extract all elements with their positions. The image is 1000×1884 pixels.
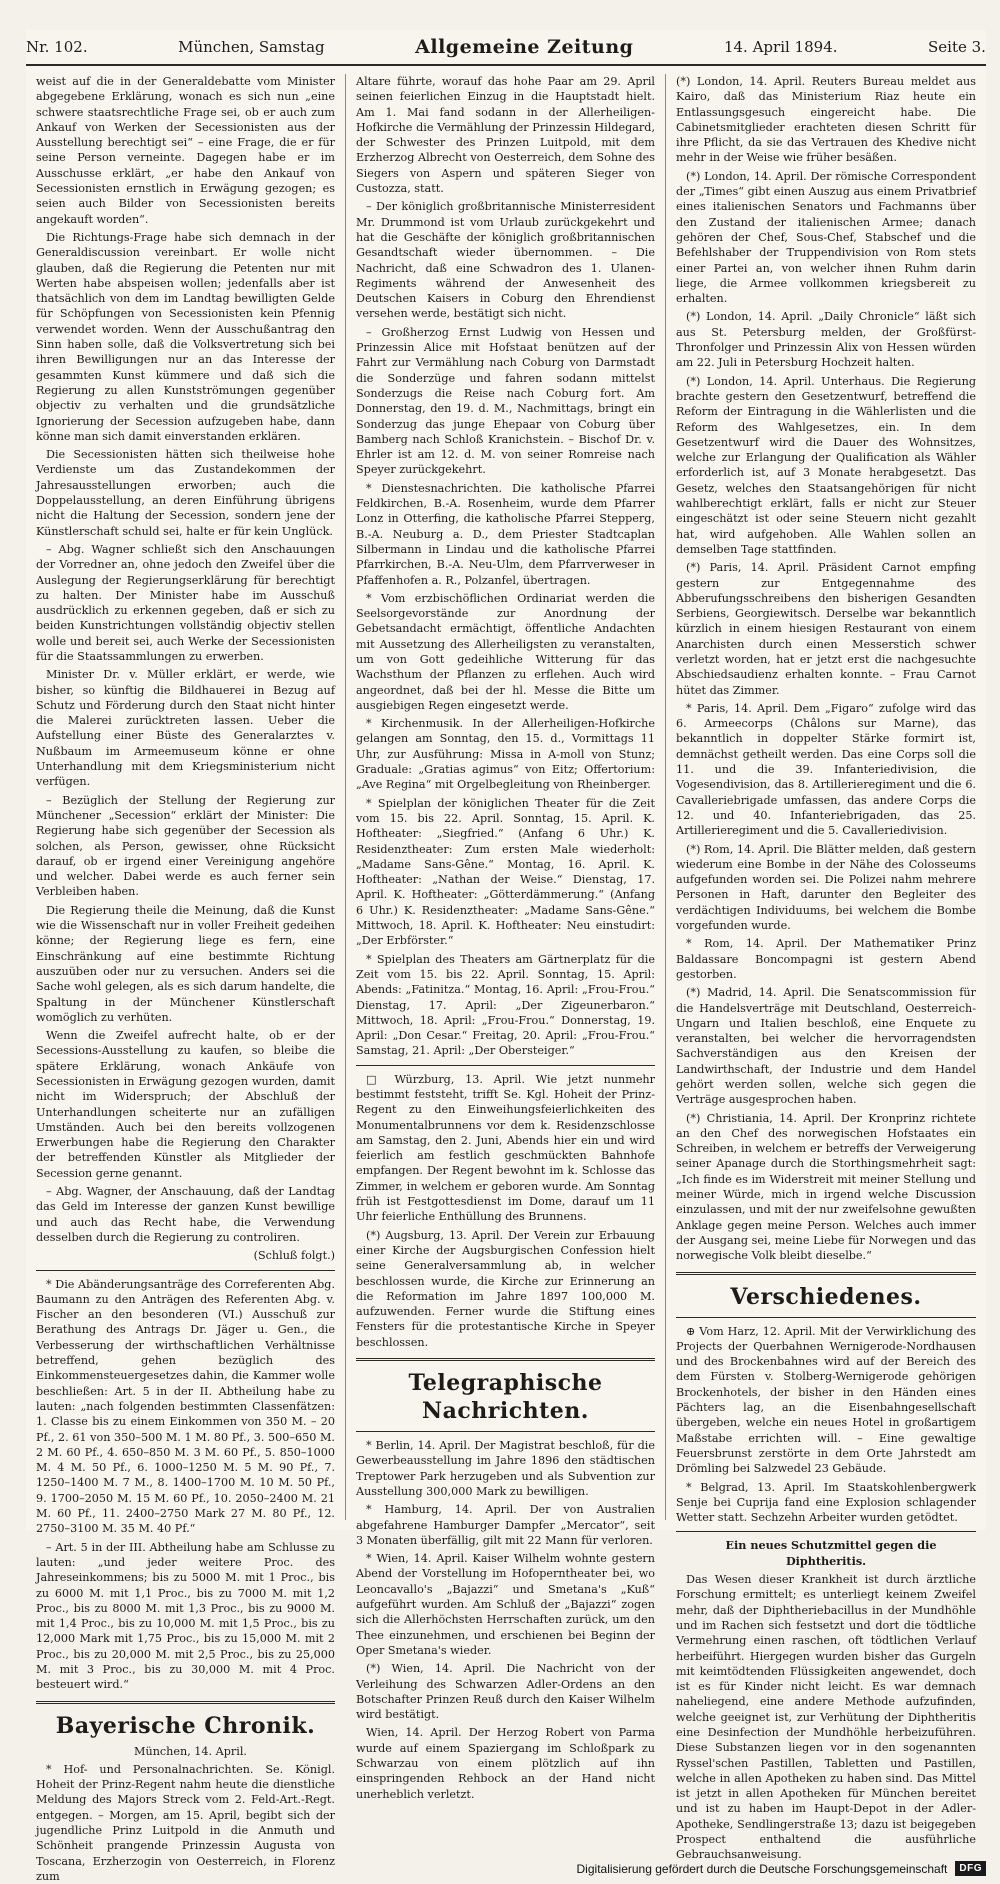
paragraph: (*) London, 14. April. Reuters Bureau meldet aus Kairo, daß das Ministerium Riaz heute ein Entlassungsgesuch eingereicht habe. Die Cabinetsmitglieder erachteten diesen Schritt für ihre Pflicht, da sie das Vertrauen des Khedive nicht mehr in der Weise wie früher besäßen. bbox=[676, 75, 976, 165]
paragraph: Altare führte, worauf das hohe Paar am 29. April seinen feierlichen Einzug in die Hauptstadt hielt. Am 1. Mai fand sodann in der Allerheiligen-Hofkirche die Vermählung der Prinzessin Hildegard, der Schwester des Prinzen Luitpold, mit dem Erzherzog Albrecht von Oesterreich, dem Sohne des Siegers von Aspern und späteren Sieger von Custozza, statt. bbox=[356, 75, 655, 196]
place-and-day: München, Samstag bbox=[178, 38, 325, 56]
column-middle bbox=[346, 74, 666, 1801]
paragraph: – Art. 5 in der III. Abtheilung habe am Schlusse zu lauten: „und jeder weitere Proc. des Jahreseinkommens; bis zu 5000 M. mit 1 Proc., bis zu 6000 M. mit 1,1 Proc., bis zu 7000 M. mit 1,2 Proc., bis zu 8000 M. mit 1,3 Proc., bis zu 9000 M. mit 1,4 Proc., bis zu 10,000 M. mit 1,5 Proc., bis zu 12,000 Mark mit 1,75 Proc., bis zu 15,000 M. mit 2 Proc., bis zu 20,000 M. mit 2,5 Proc., bis zu 25,000 M. mit 3 Proc., bis zu 30,000 M. mit 4 Proc. besteuert wird.“ bbox=[36, 1540, 335, 1692]
paragraph: ⊕ Vom Harz, 12. April. Mit der Verwirklichung des Projects der Querbahnen Wernigerode-Nordhausen und des Brockenbahnes wird auf der Bereich des dem Fürsten v. Stolberg-Wernigerode gehörigen Brockenhotels, der bisher in den Händen eines Pächters lag, an die Eisenbahngesellschaft übergeben, welche ein neues Hotel in großartigem Maßstabe errichten will. – Eine gewaltige Feuersbrunst zerstörte in dem Orte Jahrstedt am Drömling bei Salzwedel 23 Gebäude. bbox=[676, 1324, 976, 1476]
paragraph: * Spielplan der königlichen Theater für die Zeit vom 15. bis 22. April. Sonntag, 15. April. K. Hoftheater: „Siegfried.“ (Anfang 6 Uhr.) K. Residenztheater: Zum ersten Male wiederholt: „Madame Sans-Gêne.“ Montag, 16. April. K. Hoftheater: „Nathan der Weise.“ Dienstag, 17. April. K. Hoftheater: „Götterdämmerung.“ (Anfang 6 Uhr.) K. Residenztheater: „Madame Sans-Gêne.“ Mittwoch, 18. April. K. Hoftheater: Neu einstudirt: „Der Erbförster.“ bbox=[356, 796, 655, 948]
paragraph: (*) London, 14. April. Der römische Correspondent der „Times“ gibt einen Auszug aus einem Privatbrief eines italienischen Senators und Fachmanns über den Zustand der italienischen Armee; danach gehören der Chef, Sous-Chef, Stabschef und die Befehlshaber der Truppendivision von Rom stets einer Partei an, von welcher ihnen Ruhm darin liege, die Armee vollkommen kriegsbereit zu erhalten. bbox=[676, 169, 976, 306]
divider bbox=[36, 1701, 335, 1704]
credit-text: Digitalisierung gefördert durch die Deutsche Forschungsgemeinschaft bbox=[576, 1861, 948, 1876]
paragraph: Die Richtungs-Frage habe sich demnach in der Generaldiscussion vereinbart. Er wolle nicht glauben, daß die Regierung die Petenten nur mit Werten habe abspeisen wollen; jedenfalls aber ist thatsächlich von dem im Landtag bewilligten Gelde für Schöpfungen von Secessionisten kein Pfennig verwendet worden. Wenn der Ausschußantrag den Sinn haben solle, daß die Volksvertretung sich bei ihren Bewilligungen nur an das Interesse der gesammten Kunst kümmere und daß sich die Regierung zu allen Kunstströmungen gegenüber objectiv zu verhalten und die grundsätzliche Ignorierung der Secession aufzugeben habe, dann könne man sich damit einverstanden erklären. bbox=[36, 230, 335, 443]
issue-date: 14. April 1894. bbox=[723, 38, 838, 56]
paragraph: – Großherzog Ernst Ludwig von Hessen und Prinzessin Alice mit Hofstaat benützen auf der Fahrt zur Vermählung nach Coburg von Darmstadt die Sonderzüge und fahren sodann mittelst Sonderzugs die Reise nach Coburg fort. Am Donnerstag, den 19. d. M., Nachmittags, bringt ein Sonderzug das junge Ehepaar von Coburg über Bamberg nach Schloß Kranichstein. – Bischof Dr. v. Ehrler ist am 12. d. M. von seiner Romreise nach Speyer zurückgekehrt. bbox=[356, 325, 655, 477]
divider bbox=[356, 1358, 655, 1361]
paragraph: (*) Augsburg, 13. April. Der Verein zur Erbauung einer Kirche der Augsburgischen Confession hielt seine Generalversammlung ab, in welcher beschlossen wurde, die Kirche zur Erinnerung an die Reformation im Jahre 1897 100,000 M. aufzuwenden. Ferner wurde die Stiftung eines Fensters für die protestantische Kirche in Speyer beschlossen. bbox=[356, 1228, 655, 1349]
paragraph: * Berlin, 14. April. Der Magistrat beschloß, für die Gewerbeausstellung im Jahre 1896 den städtischen Treptower Park herzugeben und als Subvention zur Ausstellung 300,000 Mark zu bewilligen. bbox=[356, 1439, 655, 1498]
paragraph: weist auf die in der Generaldebatte vom Minister abgegebene Erklärung, wonach es sich nun „eine schwere staatsrechtliche Frage sei, ob er auch zum Ankauf von Werken der Secessionisten aus der Ausstellung berechtigt sei“ – eine Frage, die er für seine Person verneinte. Dagegen habe er im Ausschusse erklärt, „er habe den Ankauf von Secessionisten ernstlich in Erwägung gezogen; es seien auch Bilder von Secessionisten bereits angekauft worden“. bbox=[36, 75, 335, 226]
paragraph: – Abg. Wagner schließt sich den Anschauungen der Vorredner an, ohne jedoch den Zweifel über die Auslegung der Regierungserklärung für berechtigt zu halten. Der Minister habe im Ausschuß ausdrücklich zu erkennen gegeben, daß er sich zu beiden Kunstrichtungen vollständig objectiv stellen wolle und bereit sei, auch Werke der Secessionisten für die Staatssammlungen zu erwerben. bbox=[36, 542, 335, 663]
paragraph: * Kirchenmusik. In der Allerheiligen-Hofkirche gelangen am Sonntag, den 15. d., Vormittags 11 Uhr, zur Ausführung: Missa in A-moll von Stunz; Graduale: „Gratias agimus“ von Eitz; Offertorium: „Ave Regina“ mit Orgelbegleitung von Rheinberger. bbox=[356, 717, 655, 792]
paragraph: – Der königlich großbritannische Ministerresident Mr. Drummond ist vom Urlaub zurückgekehrt und hat die Geschäfte der königlich großbritannischen Gesandtschaft wieder übernommen. – Die Nachricht, daß eine Schwadron des 1. Ulanen-Regiments während der Anwesenheit des Deutschen Kaisers in Coburg den Ehrendienst versehen werde, bestätigt sich nicht. bbox=[356, 200, 655, 321]
paragraph: * Belgrad, 13. April. Im Staatskohlenbergwerk Senje bei Cuprija fand eine Explosion schlagender Wetter statt. Sechzehn Arbeiter wurden getödtet. bbox=[676, 1480, 976, 1525]
paragraph: (*) Madrid, 14. April. Die Senatscommission für die Handelsverträge mit Deutschland, Oesterreich-Ungarn und Italien beschloß, eine Enquete zu veranstalten, bei welcher die hervorragendsten Sachverständigen aus den Kreisen der Landwirthschaft, der Industrie und dem Handel gehört werden sollen, welche sich gegen die Verträge ausgesprochen haben. bbox=[676, 986, 976, 1107]
notice-heading: Ein neues Schutzmittel gegen die Diphtheritis. bbox=[725, 1538, 937, 1568]
paragraph: Das Wesen dieser Krankheit ist durch ärztliche Forschung ermittelt; es unterliegt keinem Zweifel mehr, daß der Diphtheriebacillus in der Mundhöhle und im Rachen sich festsetzt und dort die tödtliche Vermehrung einen raschen, oft tödtlichen Verlauf herbeiführt. Hiergegen wurden bisher das Gurgeln mit keimtödtenden Flüssigkeiten angewendet, doch ist es für Kinder nicht leicht. Es war demnach naheliegend, eine andere Methode aufzufinden, welche geeignet ist, zur Verhütung der Diphtheritis eine Desinfection der Mundhöhle herbeizuführen. Diese Substanzen liegen vor in den sogenannten Ryssel'schen Pastillen, Tabletten und Pastillen, welche in allen Apotheken zu haben sind. Das Mittel ist jetzt in allen Apotheken für München bereitet und ist zu haben im Haupt-Depot in der Adler-Apotheke, Sendlingerstraße 13; dazu ist beigegeben Prospect enthaltend die ausführliche Gebrauchsanweisung. bbox=[676, 1573, 976, 1862]
column-left bbox=[26, 74, 346, 1883]
paragraph: Die Regierung theile die Meinung, daß die Kunst wie die Wissenschaft nur in voller Freiheit gedeihen könne; der Regierung liege es fern, eine Einschränkung auf eine bestimmte Richtung auszuüben oder nur zu versuchen. Anders sei die Sache wohl gelegen, als es sich darum handelte, die Spaltung in der Münchener Künstlerschaft womöglich zu verhüten. bbox=[36, 903, 335, 1024]
section-heading: Verschiedenes. bbox=[730, 1283, 922, 1310]
paragraph: * Paris, 14. April. Dem „Figaro“ zufolge wird das 6. Armeecorps (Châlons sur Marne), das bekanntlich in doppelter Stärke formirt ist, demnächst getheilt werden. Das eine Corps soll die 11. und die 39. Infanteriedivision, die Vogesendivision, das 8. Artillerieregiment und die 6. Cavalleriebrigade umfassen, das andere Corps die 12. und 40. Infanteriebrigaden, das 25. Artillerieregiment und die 5. Cavalleriedivision. bbox=[676, 701, 976, 838]
paper-title: Allgemeine Zeitung bbox=[415, 36, 634, 58]
paragraph: * Hamburg, 14. April. Der von Australien abgefahrene Hamburger Dampfer „Mercator“, seit 3 Monaten überfällig, gilt mit 22 Mann für verloren. bbox=[356, 1503, 655, 1547]
section-heading: Telegraphische Nachrichten. bbox=[408, 1370, 603, 1425]
divider bbox=[676, 1531, 976, 1532]
column-right bbox=[666, 74, 986, 1862]
paragraph: (*) London, 14. April. Unterhaus. Die Regierung brachte gestern den Gesetzentwurf, betreffend die Reform der Eintragung in die Wählerlisten und die Reform des Wahlgesetzes, ein. In dem Gesetzentwurf wird die Dauer des Wohnsitzes, welche zur Erlangung der Qualification als Wähler erforderlich ist, auf 3 Monate herabgesetzt. Das Gesetz, welches den Staatsangehörigen für nicht wahlberechtigt erklärt, falls er nicht zur Steuer eingeschätzt ist oder seine Steuern nicht gezahlt hat, wird aufgehoben. Alle Wahlen sollen an demselben Tage stattfinden. bbox=[676, 374, 976, 556]
paragraph: (*) Rom, 14. April. Die Blätter melden, daß gestern wiederum eine Bombe in der Nähe des Colosseums aufgefunden worden sei. Die Polizei nahm mehrere Personen in Haft, darunter den Begleiter des verdächtigen Individuums, bei welchem die Bombe vorgefunden wurde. bbox=[676, 842, 976, 933]
divider bbox=[356, 1431, 655, 1432]
paragraph: * Rom, 14. April. Der Mathematiker Prinz Baldassare Boncompagni ist gestern Abend gestorben. bbox=[676, 937, 976, 981]
paragraph: * Wien, 14. April. Kaiser Wilhelm wohnte gestern Abend der Vorstellung im Hofoperntheater bei, wo Leoncavallo's „Bajazzi“ und Smetana's „Kuß“ aufgeführt wurden. Am Schluß der „Bajazzi“ zogen sich die Allerhöchsten Herrschaften zurück, um den Thee einzunehmen, und erschienen bei Beginn der Oper Smetana's wieder. bbox=[356, 1552, 655, 1657]
section-heading: Bayerische Chronik. bbox=[55, 1712, 316, 1739]
page-number: Seite 3. bbox=[928, 38, 986, 56]
paragraph: (*) Wien, 14. April. Die Nachricht von der Verleihung des Schwarzen Adler-Ordens an den Botschafter Prinzen Reuß durch den Kaiser Wilhelm wird bestätigt. bbox=[356, 1662, 655, 1722]
divider bbox=[676, 1317, 976, 1318]
paragraph: * Spielplan des Theaters am Gärtnerplatz für die Zeit vom 15. bis 22. April. Sonntag, 15. April: Abends: „Fatinitza.“ Montag, 16. April: „Frou-Frou.“ Dienstag, 17. April: „Der Zigeunerbaron.“ Mittwoch, 18. April: „Frou-Frou.“ Donnerstag, 19. April: „Don Cesar.“ Freitag, 20. April: „Frou-Frou.“ Samstag, 21. April: „Der Obersteiger.“ bbox=[356, 952, 655, 1058]
paragraph: – Bezüglich der Stellung der Regierung zur Münchener „Secession“ erklärt der Minister: Die Regierung habe sich gegenüber der Secession als solchen, als Person, gewisser, ohne Rücksicht darauf, ob er irgend einer Vereinigung angehöre und welcher. Dabei werde es auch ferner sein Verbleiben haben. bbox=[36, 793, 335, 899]
divider bbox=[36, 1270, 335, 1271]
divider bbox=[676, 1272, 976, 1275]
paragraph: Wien, 14. April. Der Herzog Robert von Parma wurde auf einem Spaziergang im Schloßpark zu Schwarzau von einem plötzlich auf ihn einspringenden Rehbock an der Hand nicht unerheblich verletzt. bbox=[356, 1726, 655, 1801]
paragraph: – Abg. Wagner, der Anschauung, daß der Landtag das Geld im Interesse der ganzen Kunst bewillige und auch das Recht habe, die Verwendung desselben durch die Regierung zu controliren. bbox=[36, 1185, 335, 1244]
paragraph: Die Secessionisten hätten sich theilweise hohe Verdienste um das Zustandekommen der Jahresausstellungen erworben; auch die Doppelausstellung, an deren Einführung übrigens nicht die Haltung der Secession, sondern jene der Künstlerschaft schuld sei, halte er für kein Unglück. bbox=[36, 448, 335, 538]
digitization-credit bbox=[577, 1861, 986, 1876]
continuation-note: (Schluß folgt.) bbox=[253, 1249, 335, 1263]
paragraph: □ Würzburg, 13. April. Wie jetzt nunmehr bestimmt feststeht, trifft Se. Kgl. Hoheit der Prinz-Regent zu den Einweihungsfeierlichkeiten des Monumentalbrunnens vor dem k. Residenzschlosse am Samstag, den 2. Juni, Abends hier ein und wird feierlich am festlich geschmückten Bahnhofe empfangen. Der Regent bewohnt im k. Schlosse das Zimmer, in welchem er geboren wurde. Am Sonntag früh ist Festgottesdienst im Dome, darauf um 11 Uhr feierliche Enthüllung des Brunnens. bbox=[356, 1072, 655, 1224]
paragraph: * Dienstesnachrichten. Die katholische Pfarrei Feldkirchen, B.-A. Rosenheim, wurde dem Pfarrer Lonz in Otterfing, die katholische Pfarrei Stepperg, B.-A. Neuburg a. D., dem Priester Stadtcaplan Silbermann in Lindau und die katholische Pfarrei Pfarrkirchen, B.-A. Neu-Ulm, dem Pfarrverweser in Pfaffenhofen a. R., Polzanfel, übertragen. bbox=[356, 481, 655, 587]
paragraph: * Hof- und Personalnachrichten. Se. Königl. Hoheit der Prinz-Regent nahm heute die dienstliche Meldung des Majors Streck vom 2. Feld-Art.-Regt. entgegen. – Morgen, am 15. April, begibt sich der jugendliche Prinz Luitpold in die Anmuth und Schönheit prangende Prinzessin Augusta von Toscana, Erzherzogin von Oesterreich, in Florenz zum bbox=[36, 1762, 335, 1883]
paragraph: Minister Dr. v. Müller erklärt, er werde, wie bisher, so künftig die Bildhauerei in Bezug auf Schutz und Förderung durch den Staat nicht hinter die Malerei zurücktreten lassen. Ueber die Aufstellung einer Büste des Generalarztes v. Nußbaum im Armeemuseum könne er ohne Unterhandlung mit dem Kriegsministerium nicht verfügen. bbox=[36, 668, 335, 789]
paragraph: * Die Abänderungsanträge des Correferenten Abg. Baumann zu den Anträgen des Referenten Abg. v. Fischer an den besonderen (VI.) Ausschuß zur Berathung des Antrags Dr. Jäger u. Gen., die Verbesserung der wirthschaftlichen Verhältnisse betreffend, gehen bezüglich des Einkommensteuergesetzes dahin, die Kammer wolle beschließen: Art. 5 in der II. Abtheilung habe zu lauten: „nach folgenden bestimmten Classenfätzen: 1. Classe bis zu einem Einkommen von 350 M. – 20 Pf., 2. 61 von 350–500 M. 1 M. 80 Pf., 3. 500–650 M. 2 M. 60 Pf., 4. 650–850 M. 3 M. 60 Pf., 5. 850–1000 M. 4 M. 50 Pf., 6. 1000–1250 M. 5 M. 90 Pf., 7. 1250–1400 M. 7 M., 8. 1400–1700 M. 10 M. 50 Pf., 9. 1700–2050 M. 15 M. 60 Pf., 10. 2050–2400 M. 21 M. 60 Pf., 11. 2400–2750 Mark 27 M. 80 Pf., 12. 2750–3100 M. 35 M. 40 Pf.“ bbox=[36, 1277, 335, 1536]
paragraph: (*) Christiania, 14. April. Der Kronprinz richtete an den Chef des norwegischen Hofstaates ein Schreiben, in welchem er betreffs der Verweigerung seiner Apanage durch die Storthingsmehrheit sagt: „Ich finde es im Widerstreit mit meiner Stellung und meiner Würde, mich in irgend welche Discussion einzulassen, und mit der nur zweifelsohne gewußten Anklage gegen meine Person. Welches auch immer der Ausgang sei, meine Liebe für Norwegen und das norwegische Volk bleibt dieselbe.“ bbox=[676, 1111, 976, 1263]
paragraph: Wenn die Zweifel aufrecht halte, ob er der Secessions-Ausstellung zu kaufen, so bleibe die spätere Erklärung, wonach Ankäufe von Secessionisten in Erwägung gezogen wurden, damit nicht im Widerspruch; der Abschluß der Unterhandlungen scheiterte nur an zufälligen Umständen. Auch bei den bereits vollzogenen Erwerbungen habe die Regierung den Charakter der betreffenden Künstler als Mitglieder der Secession gerne genannt. bbox=[36, 1029, 335, 1180]
issue-number: Nr. 102. bbox=[26, 38, 88, 56]
dfg-logo-icon: DFG bbox=[955, 1861, 986, 1876]
paragraph: * Vom erzbischöflichen Ordinariat werden die Seelsorgevorstände zur Anordnung der Gebetsandacht ermächtigt, öffentliche Andachten mit Aussetzung des Allerheiligsten zu veranstalten, um von Gott gedeihliche Witterung für das Wachsthum der Pflanzen zu erflehen. Auch wird angeordnet, daß bei der hl. Messe die Bitte um ausgiebigen Regen eingesetzt werde. bbox=[356, 591, 655, 712]
paragraph: (*) Paris, 14. April. Präsident Carnot empfing gestern zur Entgegennahme des Abberufungsschreibens den bisherigen Gesandten Serbiens, Georgiewitsch. Derselbe war bekanntlich kürzlich in einem hiesigen Restaurant von einem Anarchisten durch einen Messerstich schwer verletzt worden, hat er jetzt erst die nachgesuchte Abschiedsaudienz erhalten konnte. – Frau Carnot hütet das Zimmer. bbox=[676, 561, 976, 697]
dateline: München, 14. April. bbox=[134, 1744, 247, 1758]
paragraph: (*) London, 14. April. „Daily Chronicle“ läßt sich aus St. Petersburg melden, der Großfürst-Thronfolger und Prinzessin Alix von Hessen würden am 22. Juli in Petersburg Hochzeit halten. bbox=[676, 310, 976, 370]
divider bbox=[356, 1065, 655, 1066]
masthead bbox=[26, 30, 986, 66]
